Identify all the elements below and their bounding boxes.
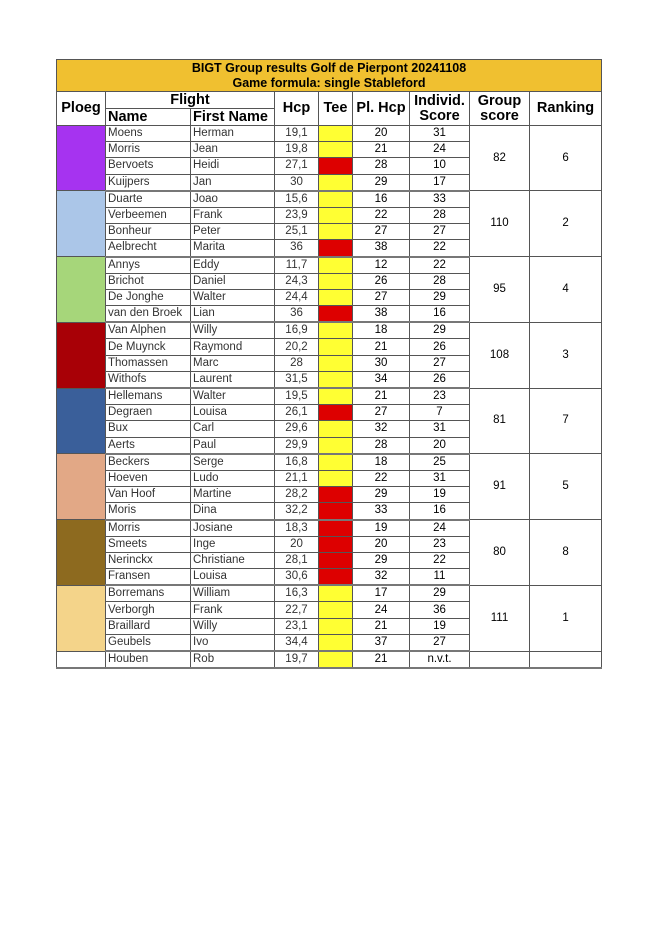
ploeg-color-swatch [57, 388, 106, 454]
table-row [57, 126, 602, 142]
player-hcp: 27,1 [275, 158, 319, 174]
player-name: Bervoets [106, 158, 191, 174]
group-ranking: 8 [530, 520, 602, 586]
player-hcp: 28,2 [275, 487, 319, 503]
player-playing-hcp: 27 [353, 224, 410, 240]
player-individual-score: 31 [410, 126, 470, 142]
player-playing-hcp: 38 [353, 240, 410, 257]
player-name: van den Broek [106, 306, 191, 323]
group-ranking: 1 [530, 585, 602, 651]
player-hcp: 21,1 [275, 470, 319, 486]
tee-yellow-marker [319, 273, 353, 289]
group-score: 91 [470, 454, 530, 520]
player-hcp: 20 [275, 536, 319, 552]
player-playing-hcp: 33 [353, 503, 410, 520]
player-hcp: 28 [275, 355, 319, 371]
player-hcp: 36 [275, 306, 319, 323]
player-name: Aerts [106, 437, 191, 454]
table-row [57, 322, 602, 339]
player-playing-hcp: 21 [353, 618, 410, 634]
header-group-score [470, 92, 530, 126]
player-first-name: Christiane [191, 552, 275, 568]
player-individual-score: 36 [410, 602, 470, 618]
player-individual-score: 26 [410, 371, 470, 388]
player-first-name: Martine [191, 487, 275, 503]
player-playing-hcp: 21 [353, 388, 410, 405]
player-individual-score: 24 [410, 142, 470, 158]
player-first-name: Eddy [191, 257, 275, 274]
player-name: Morris [106, 520, 191, 537]
tee-yellow-marker [319, 371, 353, 388]
player-hcp: 16,8 [275, 454, 319, 471]
header-first-name: First Name [191, 109, 275, 126]
player-hcp: 15,6 [275, 191, 319, 208]
player-individual-score: 23 [410, 536, 470, 552]
player-individual-score: 29 [410, 322, 470, 339]
ploeg-color-swatch [57, 257, 106, 323]
player-name: Van Hoof [106, 487, 191, 503]
player-playing-hcp: 21 [353, 339, 410, 355]
results-table [56, 59, 602, 669]
player-first-name: Daniel [191, 273, 275, 289]
player-individual-score: 26 [410, 339, 470, 355]
table-row [57, 388, 602, 405]
player-playing-hcp: 22 [353, 207, 410, 223]
header-hcp: Hcp [275, 92, 319, 126]
player-first-name: Josiane [191, 520, 275, 537]
player-individual-score: 27 [410, 355, 470, 371]
tee-red-marker [319, 520, 353, 537]
player-first-name: Raymond [191, 339, 275, 355]
player-first-name: Frank [191, 207, 275, 223]
player-hcp: 32,2 [275, 503, 319, 520]
tee-red-marker [319, 536, 353, 552]
player-individual-score: 31 [410, 470, 470, 486]
tee-red-marker [319, 503, 353, 520]
player-individual-score: 22 [410, 240, 470, 257]
header-tee: Tee [319, 92, 353, 126]
tee-red-marker [319, 158, 353, 174]
player-individual-score: 33 [410, 191, 470, 208]
player-hcp: 23,9 [275, 207, 319, 223]
player-playing-hcp: 28 [353, 158, 410, 174]
group-ranking: 2 [530, 191, 602, 257]
player-first-name: Frank [191, 602, 275, 618]
ploeg-color-swatch [57, 651, 106, 668]
tee-yellow-marker [319, 602, 353, 618]
player-individual-score: 25 [410, 454, 470, 471]
player-playing-hcp: 38 [353, 306, 410, 323]
tee-yellow-marker [319, 174, 353, 191]
player-hcp: 29,6 [275, 421, 319, 437]
player-individual-score: 16 [410, 306, 470, 323]
player-first-name: Herman [191, 126, 275, 142]
player-first-name: Heidi [191, 158, 275, 174]
player-hcp: 30 [275, 174, 319, 191]
player-playing-hcp: 32 [353, 569, 410, 586]
group-ranking [530, 651, 602, 668]
group-score: 108 [470, 322, 530, 388]
player-name: Bonheur [106, 224, 191, 240]
player-name: Duarte [106, 191, 191, 208]
player-hcp: 20,2 [275, 339, 319, 355]
group-score [470, 651, 530, 668]
tee-yellow-marker [319, 322, 353, 339]
player-individual-score: 11 [410, 569, 470, 586]
player-playing-hcp: 29 [353, 174, 410, 191]
table-row [57, 585, 602, 602]
player-name: Brichot [106, 273, 191, 289]
ploeg-color-swatch [57, 454, 106, 520]
player-hcp: 11,7 [275, 257, 319, 274]
tee-yellow-marker [319, 339, 353, 355]
player-first-name: Lian [191, 306, 275, 323]
group-ranking: 4 [530, 257, 602, 323]
player-individual-score: 20 [410, 437, 470, 454]
player-name: Hellemans [106, 388, 191, 405]
player-name: Houben [106, 651, 191, 668]
player-hcp: 30,6 [275, 569, 319, 586]
player-first-name: Joao [191, 191, 275, 208]
header-group-line1: Group [477, 92, 522, 109]
header-ploeg: Ploeg [57, 92, 106, 126]
player-first-name: Paul [191, 437, 275, 454]
player-name: Hoeven [106, 470, 191, 486]
player-playing-hcp: 26 [353, 273, 410, 289]
player-name: Smeets [106, 536, 191, 552]
header-pl-hcp: Pl. Hcp [353, 92, 410, 126]
player-name: Braillard [106, 618, 191, 634]
player-individual-score: 27 [410, 634, 470, 651]
tee-yellow-marker [319, 585, 353, 602]
table-row [57, 257, 602, 274]
group-score: 95 [470, 257, 530, 323]
group-score: 81 [470, 388, 530, 454]
player-first-name: Louisa [191, 569, 275, 586]
player-first-name: Walter [191, 388, 275, 405]
table-row [57, 520, 602, 537]
player-first-name: Willy [191, 618, 275, 634]
header-group-line2: score [480, 107, 519, 124]
player-individual-score: 29 [410, 289, 470, 305]
group-score: 110 [470, 191, 530, 257]
player-name: Thomassen [106, 355, 191, 371]
player-first-name: Jan [191, 174, 275, 191]
ploeg-color-swatch [57, 585, 106, 651]
player-first-name: Walter [191, 289, 275, 305]
player-name: Morris [106, 142, 191, 158]
header-flight: Flight [106, 92, 275, 109]
player-hcp: 19,5 [275, 388, 319, 405]
title-line-1: BIGT Group results Golf de Pierpont 20241108 [191, 60, 467, 75]
player-first-name: Marc [191, 355, 275, 371]
group-ranking: 6 [530, 126, 602, 191]
player-hcp: 19,8 [275, 142, 319, 158]
tee-red-marker [319, 306, 353, 323]
player-playing-hcp: 24 [353, 602, 410, 618]
tee-yellow-marker [319, 454, 353, 471]
player-hcp: 16,3 [275, 585, 319, 602]
player-first-name: Rob [191, 651, 275, 668]
player-hcp: 24,3 [275, 273, 319, 289]
tee-yellow-marker [319, 207, 353, 223]
player-individual-score: 16 [410, 503, 470, 520]
player-first-name: William [191, 585, 275, 602]
group-ranking: 7 [530, 388, 602, 454]
tee-red-marker [319, 569, 353, 586]
player-individual-score: 17 [410, 174, 470, 191]
player-playing-hcp: 17 [353, 585, 410, 602]
player-hcp: 18,3 [275, 520, 319, 537]
player-name: Beckers [106, 454, 191, 471]
group-ranking: 3 [530, 322, 602, 388]
tee-yellow-marker [319, 191, 353, 208]
group-score: 111 [470, 585, 530, 651]
player-name: De Jonghe [106, 289, 191, 305]
player-individual-score: 27 [410, 224, 470, 240]
player-name: Borremans [106, 585, 191, 602]
tee-yellow-marker [319, 470, 353, 486]
player-hcp: 19,7 [275, 651, 319, 668]
tee-yellow-marker [319, 437, 353, 454]
player-individual-score: 24 [410, 520, 470, 537]
player-individual-score: 28 [410, 207, 470, 223]
player-playing-hcp: 37 [353, 634, 410, 651]
player-hcp: 29,9 [275, 437, 319, 454]
player-playing-hcp: 18 [353, 454, 410, 471]
player-playing-hcp: 28 [353, 437, 410, 454]
results-body [57, 126, 602, 669]
player-playing-hcp: 29 [353, 552, 410, 568]
tee-red-marker [319, 487, 353, 503]
player-playing-hcp: 19 [353, 520, 410, 537]
group-score: 80 [470, 520, 530, 586]
player-individual-score: 22 [410, 257, 470, 274]
tee-red-marker [319, 405, 353, 421]
player-hcp: 19,1 [275, 126, 319, 142]
player-individual-score: 23 [410, 388, 470, 405]
player-individual-score: 19 [410, 618, 470, 634]
player-individual-score: 10 [410, 158, 470, 174]
player-first-name: Dina [191, 503, 275, 520]
player-name: Withofs [106, 371, 191, 388]
table-title [57, 60, 602, 92]
player-hcp: 36 [275, 240, 319, 257]
table-row [57, 191, 602, 208]
player-first-name: Willy [191, 322, 275, 339]
player-first-name: Ivo [191, 634, 275, 651]
player-first-name: Carl [191, 421, 275, 437]
player-playing-hcp: 32 [353, 421, 410, 437]
player-name: Aelbrecht [106, 240, 191, 257]
player-first-name: Peter [191, 224, 275, 240]
player-hcp: 28,1 [275, 552, 319, 568]
ploeg-color-swatch [57, 520, 106, 586]
player-first-name: Marita [191, 240, 275, 257]
tee-yellow-marker [319, 257, 353, 274]
player-name: Moens [106, 126, 191, 142]
player-hcp: 16,9 [275, 322, 319, 339]
tee-yellow-marker [319, 355, 353, 371]
tee-yellow-marker [319, 388, 353, 405]
player-playing-hcp: 29 [353, 487, 410, 503]
player-playing-hcp: 20 [353, 536, 410, 552]
tee-red-marker [319, 552, 353, 568]
player-first-name: Inge [191, 536, 275, 552]
tee-red-marker [319, 240, 353, 257]
player-name: De Muynck [106, 339, 191, 355]
player-name: Van Alphen [106, 322, 191, 339]
player-first-name: Louisa [191, 405, 275, 421]
group-ranking: 5 [530, 454, 602, 520]
player-playing-hcp: 18 [353, 322, 410, 339]
table-row [57, 454, 602, 471]
table-row [57, 651, 602, 668]
tee-yellow-marker [319, 634, 353, 651]
player-playing-hcp: 21 [353, 651, 410, 668]
player-playing-hcp: 34 [353, 371, 410, 388]
player-hcp: 23,1 [275, 618, 319, 634]
ploeg-color-swatch [57, 191, 106, 257]
tee-yellow-marker [319, 224, 353, 240]
player-name: Bux [106, 421, 191, 437]
player-name: Degraen [106, 405, 191, 421]
ploeg-color-swatch [57, 126, 106, 191]
player-hcp: 34,4 [275, 634, 319, 651]
player-name: Geubels [106, 634, 191, 651]
player-individual-score: n.v.t. [410, 651, 470, 668]
player-individual-score: 31 [410, 421, 470, 437]
ploeg-color-swatch [57, 322, 106, 388]
player-name: Kuijpers [106, 174, 191, 191]
header-indiv-line1: Individ. [414, 92, 465, 109]
player-individual-score: 22 [410, 552, 470, 568]
player-first-name: Ludo [191, 470, 275, 486]
player-hcp: 26,1 [275, 405, 319, 421]
tee-yellow-marker [319, 421, 353, 437]
player-playing-hcp: 12 [353, 257, 410, 274]
header-ranking: Ranking [530, 92, 602, 126]
player-playing-hcp: 21 [353, 142, 410, 158]
player-hcp: 25,1 [275, 224, 319, 240]
player-name: Verbeemen [106, 207, 191, 223]
player-playing-hcp: 22 [353, 470, 410, 486]
player-playing-hcp: 30 [353, 355, 410, 371]
player-name: Fransen [106, 569, 191, 586]
player-first-name: Jean [191, 142, 275, 158]
tee-yellow-marker [319, 618, 353, 634]
player-name: Annys [106, 257, 191, 274]
player-individual-score: 19 [410, 487, 470, 503]
player-individual-score: 7 [410, 405, 470, 421]
player-playing-hcp: 27 [353, 289, 410, 305]
player-playing-hcp: 20 [353, 126, 410, 142]
player-individual-score: 29 [410, 585, 470, 602]
player-hcp: 24,4 [275, 289, 319, 305]
tee-yellow-marker [319, 126, 353, 142]
header-name: Name [106, 109, 191, 126]
player-name: Moris [106, 503, 191, 520]
title-line-2: Game formula: single Stableford [232, 75, 426, 90]
tee-yellow-marker [319, 289, 353, 305]
header-indiv-line2: Score [419, 107, 460, 124]
player-playing-hcp: 16 [353, 191, 410, 208]
group-score: 82 [470, 126, 530, 191]
player-first-name: Serge [191, 454, 275, 471]
player-name: Nerinckx [106, 552, 191, 568]
tee-yellow-marker [319, 142, 353, 158]
player-hcp: 22,7 [275, 602, 319, 618]
player-first-name: Laurent [191, 371, 275, 388]
player-playing-hcp: 27 [353, 405, 410, 421]
player-hcp: 31,5 [275, 371, 319, 388]
header-individual-score [410, 92, 470, 126]
player-name: Verborgh [106, 602, 191, 618]
player-individual-score: 28 [410, 273, 470, 289]
tee-yellow-marker [319, 651, 353, 668]
